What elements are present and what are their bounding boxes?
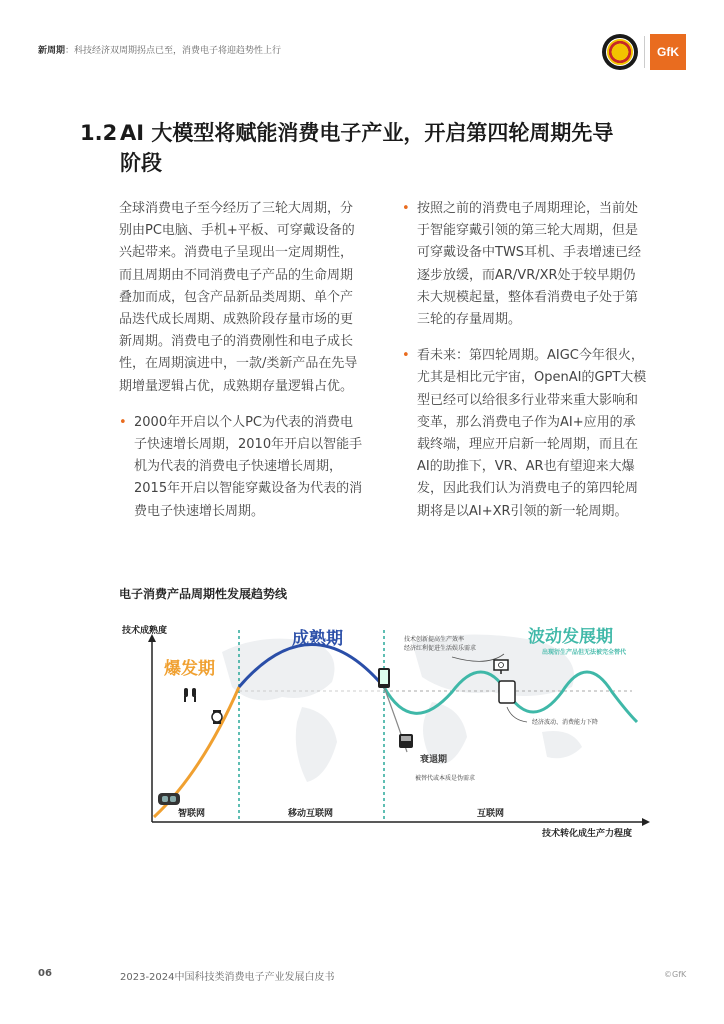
- x-axis-arrow-icon: [642, 818, 650, 826]
- gfk-logo: GfK: [650, 34, 686, 70]
- pager-device-icon: [399, 734, 413, 748]
- left-bullet: [119, 412, 365, 523]
- era-label-smart-iot: 智联网: [178, 809, 206, 819]
- right-bullet-2: [402, 345, 648, 523]
- section-number: 1.2: [80, 121, 118, 145]
- smartphone-hand-icon: [378, 668, 390, 688]
- wave-down-note: 经济波动、消费能力下降: [532, 719, 599, 726]
- cycle-trend-diagram: [112, 612, 652, 842]
- left-bullet-text: 2000年开启以个人PC为代表的消费电子快速增长周期，2010年开启以智能手机为代表的消费电子快速增长周期，2015年开启以智能穿戴设备为代表的消费电子快速增长周期。: [134, 414, 363, 519]
- right-column: [402, 198, 648, 537]
- phase-label-decline: 衰退期: [420, 755, 448, 765]
- bullet-dot-icon: •: [402, 348, 410, 364]
- left-column: [119, 198, 365, 537]
- tablet-icon: [499, 681, 515, 703]
- right-bullet-1-text: 按照之前的消费电子周期理论，当前处于智能穿戴引领的第三轮大周期，但是可穿戴设备中TWS耳机、手表增速已经逐步放缓，而AR/VR/XR处于较早期仍未大规模起量，整体看消费电子处于第三轮的存量周期。: [417, 201, 642, 328]
- logo-divider: [644, 36, 645, 68]
- right-bullet-2-text: 看未来：第四轮周期。AIGC今年很火，尤其是相比元宇宙，OpenAI的GPT大模型已经可以给很多行业带来重大影响和变革，那么消费电子作为AI+应用的承载终端，理应开启新一轮周期，而且在AI的助推下，VR、AR也有望迎来大爆发，因此我们认为消费电子的第四轮周期将是以AI+XR引领的新一轮周期。: [417, 348, 647, 519]
- era-label-internet: 互联网: [477, 809, 505, 819]
- phase-label-wave: 波动发展期: [528, 627, 613, 647]
- running-header: [38, 43, 281, 56]
- header-label-rest: ：科技经济双周期拐点已至，消费电子将迎趋势性上行: [65, 46, 282, 56]
- section-title: [80, 118, 650, 178]
- institution-seal-logo: [602, 34, 638, 70]
- top-note-line2: 经济红利促进生活娱乐需求: [404, 645, 477, 652]
- right-bullet-1: [402, 198, 648, 331]
- decline-note: 被替代或本质是伪需求: [415, 775, 476, 782]
- wave-note: 出现衍生产品但无法被完全替代: [542, 649, 627, 656]
- footer-doc-title: 2023-2024中国科技类消费电子产业发展白皮书: [120, 972, 335, 983]
- header-label-bold: 新周期: [38, 46, 66, 56]
- smartwatch-icon: [212, 710, 222, 724]
- chart-title: 电子消费产品周期性发展趋势线: [119, 587, 288, 601]
- x-axis-label: 技术转化成生产力程度: [542, 829, 633, 839]
- section-title-line1: AI 大模型将赋能消费电子产业，开启第四轮周期先导: [120, 121, 614, 145]
- earbuds-icon: [184, 688, 196, 702]
- footer-copyright: ©GfK: [664, 970, 687, 979]
- vr-headset-icon: [158, 793, 180, 805]
- left-paragraph: 全球消费电子至今经历了三轮大周期，分别由PC电脑、手机+平板、可穿戴设备的兴起带来。消费电子呈现出一定周期性，而且周期由不同消费电子产品的生命周期叠加而成，包含产品新品类周期、单个产品迭代成长周期、成熟阶段存量市场的更新周期。消费电子的消费刚性和电子成长性，在周期演进中，一款/类新产品在先导期增量逻辑占优，成熟期存量逻辑占优。: [119, 201, 358, 394]
- bullet-dot-icon: •: [402, 201, 410, 216]
- bullet-dot-icon: •: [119, 414, 127, 430]
- era-label-mobile-internet: 移动互联网: [288, 809, 334, 819]
- top-note-line1: 技术创新提高生产效率: [404, 636, 465, 643]
- section-title-line2: 阶段: [120, 151, 162, 175]
- y-axis-label: 技术成熟度: [122, 626, 168, 636]
- phase-label-burst: 爆发期: [164, 659, 215, 679]
- phase-label-mature: 成熟期: [292, 629, 343, 649]
- page-number: 06: [38, 968, 52, 979]
